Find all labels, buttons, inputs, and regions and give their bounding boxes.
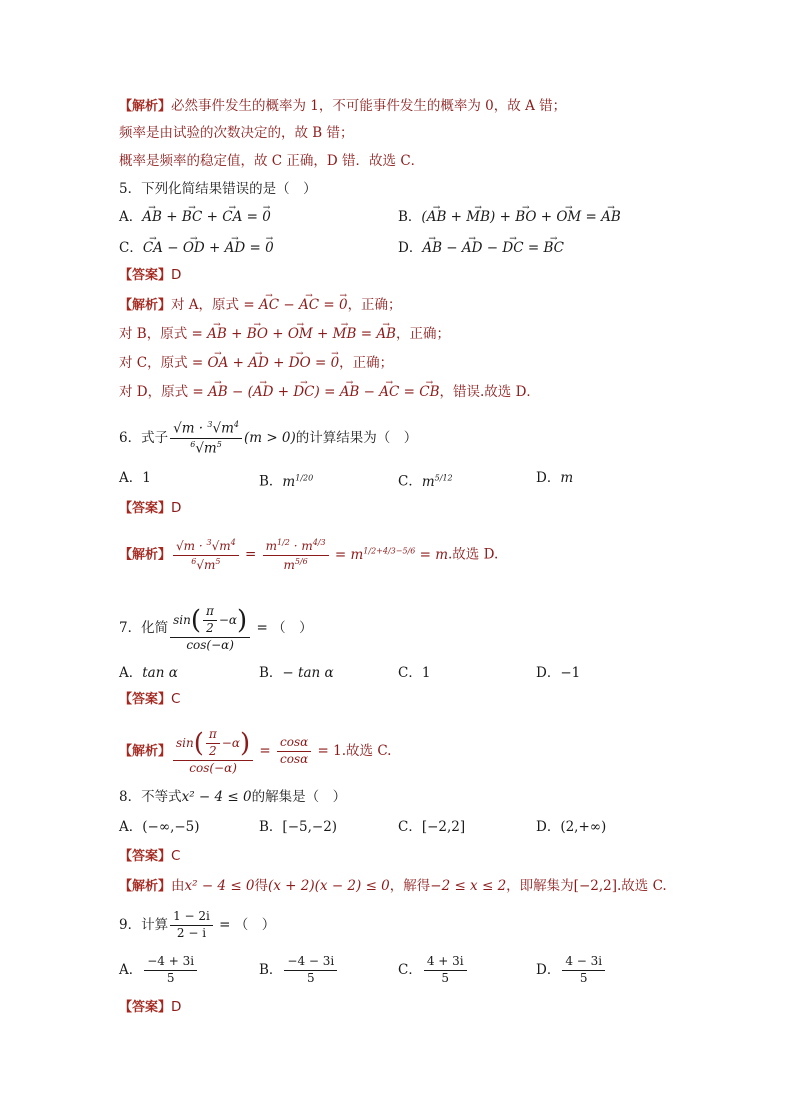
q6-option-a: A．1 (119, 470, 151, 486)
q4-analysis-line3: 概率是频率的稳定值，故 C 正确，D 错．故选 C． (119, 153, 425, 169)
q8-stem: 8．不等式x² − 4 ≤ 0的解集是（ ） (119, 789, 347, 805)
q5-analysis-a: 【解析】对 A，原式 = → AC − → AC = → 0，正确； (119, 296, 402, 315)
q8-analysis: 【解析】由x² − 4 ≤ 0得(x + 2)(x − 2) ≤ 0，解得−2 ≤ x ≤ 2，即解集为[−2,2].故选 C. (119, 878, 667, 894)
q7-stem: 7．化简 sin( $\frac{\pi}{2}$ −α) cos(−α) = （ ） (119, 604, 313, 652)
q8-option-a: A．(−∞,−5) (119, 819, 200, 835)
q7-analysis: 【解析】 sin( $\frac{\pi}{2}$ −α) cos(−α) = $\frac{\cos\alpha}{\cos\alpha}$ = 1.故选 C. (119, 727, 392, 775)
q6-option-c: C．$m^{5/12}$ (398, 473, 453, 490)
q8-answer: 【答案】C (119, 848, 181, 864)
q6-answer: 【答案】D (119, 500, 182, 516)
q5-analysis-d: 对 D，原式 = → AB − (→ AD + → DC) = → AB − → AC = → CB，错误.故选 D． (119, 383, 540, 401)
q4-analysis-line1: 【解析】必然事件发生的概率为 1，不可能事件发生的概率为 0，故 A 错； (119, 98, 567, 114)
q8-option-c: C．[−2,2] (398, 819, 466, 835)
q6-analysis: 【解析】 $\frac{√m \cdot ^3√m^4}{^6√m^5}$ = $\frac{m^{1/2} \cdot m^{4/3}}{m^{5/6}}$ = $m^{1/2+4/3-5/6} = m$.故选 D. (119, 537, 499, 572)
q4-analysis-line2: 频率是由试验的次数决定的，故 B 错； (119, 125, 354, 141)
q9-option-b: B． $\frac{-4 - 3i}{5}$ (259, 955, 339, 986)
q8-option-b: B．[−5,−2) (259, 819, 338, 835)
q5-analysis-b: 对 B，原式 = → AB + → BO + → OM + → MB = → AB，正确； (119, 325, 450, 343)
q9-stem: 9．计算 $\frac{1 - 2i}{2 - i}$ = （ ） (119, 909, 276, 940)
q6-option-d: D．m (536, 470, 574, 486)
q7-option-c: C．1 (398, 665, 431, 681)
q7-answer: 【答案】C (119, 691, 181, 707)
q9-option-d: D． $\frac{4 - 3i}{5}$ (536, 955, 607, 986)
q7-option-a: A．tan α (119, 665, 178, 681)
q5-option-c: C．→ CA − → OD + → AD = → 0 (119, 239, 274, 257)
q9-option-c: C． $\frac{4 + 3i}{5}$ (398, 955, 469, 986)
q5-stem: 5．下列化简结果错误的是（ ） (119, 181, 317, 197)
q5-answer: 【答案】D (119, 267, 182, 283)
q7-option-d: D．−1 (536, 665, 581, 681)
q5-option-a: A．→ AB + → BC + → CA = → 0 (119, 208, 271, 226)
q5-option-d: D．→ AB − → AD − → DC = → BC (398, 239, 564, 257)
q7-option-b: B．− tan α (259, 665, 334, 681)
q8-option-d: D．(2,+∞) (536, 819, 607, 835)
q6-stem: 6．式子 $\frac{√m \cdot ^3√m^4}{^6√m^5}$ (m > 0)的计算结果为（ ） (119, 420, 418, 457)
q5-option-b: B．(→ AB + → MB) + → BO + → OM = → AB (398, 208, 621, 226)
q9-answer: 【答案】D (119, 999, 182, 1015)
q9-option-a: A． $\frac{-4 + 3i}{5}$ (119, 955, 199, 986)
q6-option-b: B．$m^{1/20}$ (259, 473, 314, 490)
analysis-tag: 【解析】 (119, 99, 172, 114)
q5-analysis-c: 对 C，原式 = → OA + → AD + → DO = → 0，正确； (119, 354, 393, 372)
